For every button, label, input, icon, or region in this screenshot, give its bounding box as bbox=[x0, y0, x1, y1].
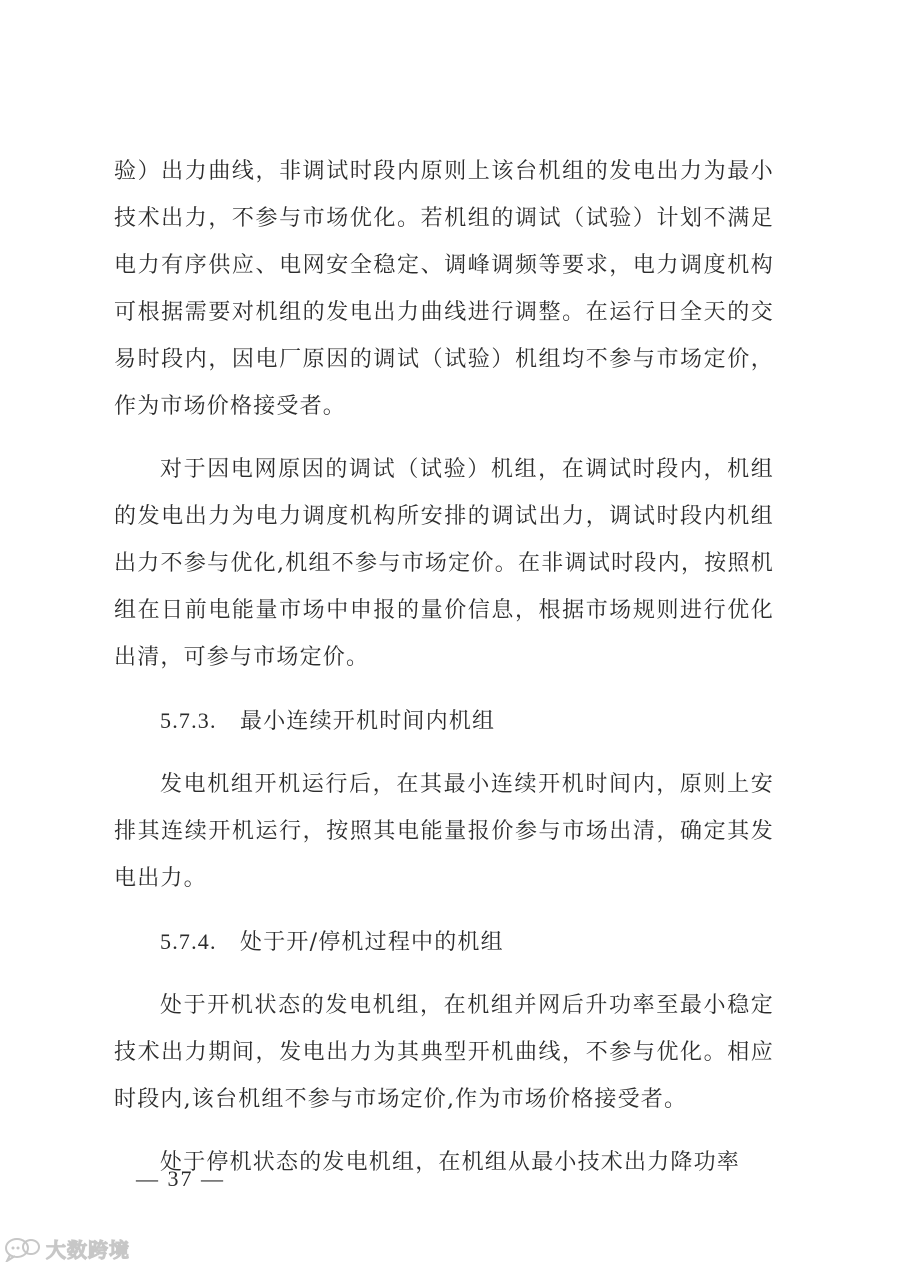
section-title: 最小连续开机时间内机组 bbox=[240, 709, 496, 734]
section-heading-5-7-4 bbox=[114, 918, 774, 966]
paragraph-shutdown-units: 处于停机状态的发电机组，在机组从最小技术出力降功率 bbox=[160, 1150, 741, 1175]
paragraph-min-online-time: 发电机组开机运行后，在其最小连续开机时间内，原则上安排其连续开机运行，按照其电能量报价参与市场出清，确定其发电出力。 bbox=[114, 772, 774, 891]
section-title: 处于开/停机过程中的机组 bbox=[240, 930, 504, 955]
document-body bbox=[114, 148, 774, 1186]
watermark bbox=[4, 1234, 130, 1263]
section-number: 5.7.3. bbox=[160, 708, 217, 733]
page-number: — 37 — bbox=[136, 1166, 225, 1191]
watermark-text: 大数跨境 bbox=[46, 1238, 130, 1262]
paragraph-continued: 验）出力曲线，非调试时段内原则上该台机组的发电出力为最小技术出力，不参与市场优化。若机组的调试（试验）计划不满足电力有序供应、电网安全稳定、调峰调频等要求，电力调度机构可根据需要对机组的发电出力曲线进行调整。在运行日全天的交易时段内，因电厂原因的调试（试验）机组均不参与市场定价，作为市场价格接受者。 bbox=[114, 159, 774, 419]
section-heading-5-7-3 bbox=[114, 697, 774, 745]
paragraph-grid-debug-units: 对于因电网原因的调试（试验）机组，在调试时段内，机组的发电出力为电力调度机构所安排的调试出力，调试时段内机组出力不参与优化,机组不参与市场定价。在非调试时段内，按照机组在日前电能量市场中申报的量价信息，根据市场规则进行优化出清，可参与市场定价。 bbox=[114, 457, 774, 670]
chat-bubble-logo-icon bbox=[4, 1236, 42, 1262]
section-number: 5.7.4. bbox=[160, 929, 217, 954]
paragraph-startup-units: 处于开机状态的发电机组，在机组并网后升功率至最小稳定技术出力期间，发电出力为其典型开机曲线，不参与优化。相应时段内,该台机组不参与市场定价,作为市场价格接受者。 bbox=[114, 993, 774, 1112]
